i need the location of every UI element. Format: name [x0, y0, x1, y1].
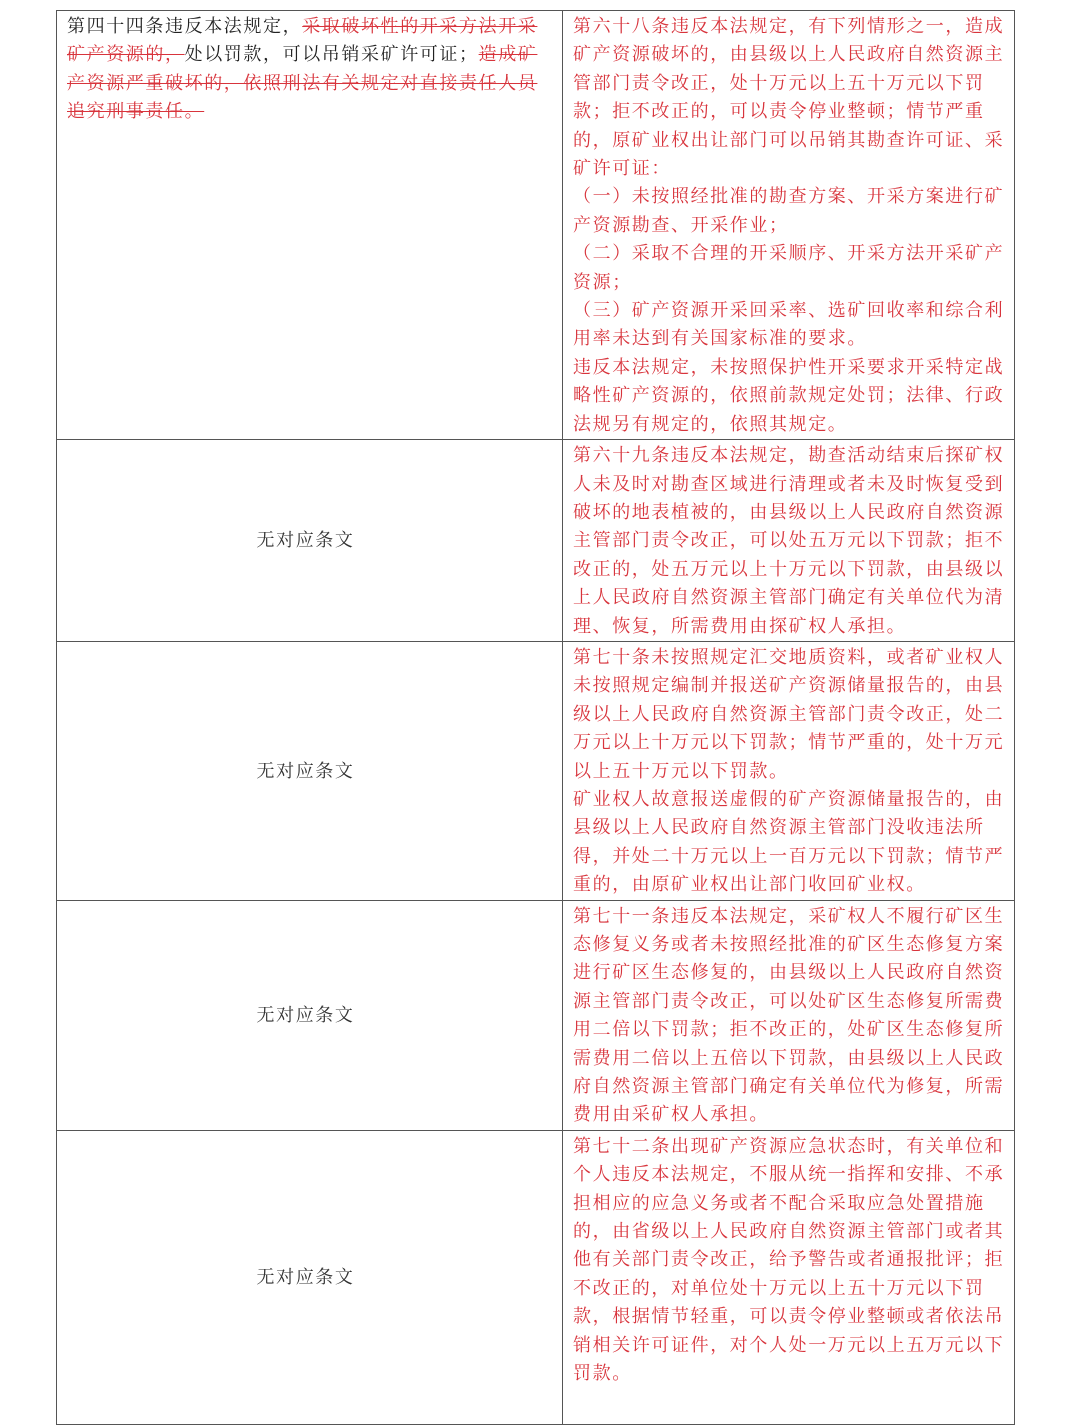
new-paragraph: 第六十八条违反本法规定，有下列情形之一，造成矿产资源破坏的，由县级以上人民政府自然资源主管部门责令改正，处十万元以上五十万元以下罚款；拒不改正的，可以责令停业整顿；情节严重的，原矿业权出让部门可以吊销其勘查许可证、采矿许可证： [573, 16, 1005, 180]
old-text: 第四十四条违反本法规定， [67, 16, 303, 37]
new-paragraph: 违反本法规定，未按照保护性开采要求开采特定战略性矿产资源的，依照前款规定处罚；法律、行政法规另有规定的，依照其规定。 [573, 356, 1005, 435]
comparison-table [56, 10, 1015, 1425]
no-corresponding-article: 无对应条文 [57, 641, 563, 900]
no-corresponding-article: 无对应条文 [57, 440, 563, 642]
table-row [57, 440, 1015, 642]
table-row [57, 641, 1015, 900]
new-paragraph: （三）矿产资源开采回采率、选矿回收率和综合利用率未达到有关国家标准的要求。 [573, 300, 1005, 350]
new-paragraph: （一）未按照经批准的勘查方案、开采方案进行矿产资源勘查、开采作业； [573, 186, 1005, 236]
deleted-text: 造成矿产资源严重破坏的，依照刑法有关规定对直接责任人员追究刑事责任。 [67, 44, 538, 123]
old-text: 处以罚款，可以吊销采矿许可证； [184, 44, 479, 66]
new-provision-cell [563, 440, 1015, 642]
new-paragraph: （二）采取不合理的开采顺序、开采方法开采矿产资源； [573, 243, 1005, 293]
new-provision-cell [563, 1130, 1015, 1424]
table-row [57, 1130, 1015, 1424]
new-provision-cell [563, 641, 1015, 900]
new-paragraph: 第七十二条出现矿产资源应急状态时，有关单位和个人违反本法规定，不服从统一指挥和安排、不承担相应的应急义务或者不配合采取应急处置措施的，由省级以上人民政府自然资源主管部门或者其他有关部门责令改正，给予警告或者通报批评；拒不改正的，对单位处十万元以上五十万元以下罚款，根据情节轻重，可以责令停业整顿或者依法吊销相关许可证件，对个人处一万元以上五万元以下罚款。 [573, 1135, 1005, 1385]
no-corresponding-article: 无对应条文 [57, 1130, 563, 1424]
table-row [57, 11, 1015, 440]
old-provision-cell [57, 11, 563, 440]
new-paragraph: 矿业权人故意报送虚假的矿产资源储量报告的，由县级以上人民政府自然资源主管部门没收违法所得，并处二十万元以上一百万元以下罚款；情节严重的，由原矿业权出让部门收回矿业权。 [573, 788, 1005, 896]
new-provision-cell [563, 11, 1015, 440]
new-paragraph: 第六十九条违反本法规定，勘查活动结束后探矿权人未及时对勘查区域进行清理或者未及时恢复受到破坏的地表植被的，由县级以上人民政府自然资源主管部门责令改正，可以处五万元以下罚款；拒不改正的，处五万元以上十万元以下罚款，由县级以上人民政府自然资源主管部门确定有关单位代为清理、恢复，所需费用由探矿权人承担。 [573, 445, 1005, 637]
no-corresponding-article: 无对应条文 [57, 900, 563, 1130]
table-row [57, 900, 1015, 1130]
new-paragraph: 第七十一条违反本法规定，采矿权人不履行矿区生态修复义务或者未按照经批准的矿区生态修复方案进行矿区生态修复的，由县级以上人民政府自然资源主管部门责令改正，可以处矿区生态修复所需费用二倍以下罚款；拒不改正的，处矿区生态修复所需费用二倍以上五倍以下罚款，由县级以上人民政府自然资源主管部门确定有关单位代为修复，所需费用由采矿权人承担。 [573, 905, 1005, 1126]
deleted-text: 采取破坏性的开采方法开采矿产资源的， [67, 16, 538, 66]
new-paragraph: 第七十条未按照规定汇交地质资料，或者矿业权人未按照规定编制并报送矿产资源储量报告的，由县级以上人民政府自然资源主管部门责令改正，处二万元以上十万元以下罚款；情节严重的，处十万元以上五十万元以下罚款。 [573, 646, 1005, 782]
new-provision-cell [563, 900, 1015, 1130]
